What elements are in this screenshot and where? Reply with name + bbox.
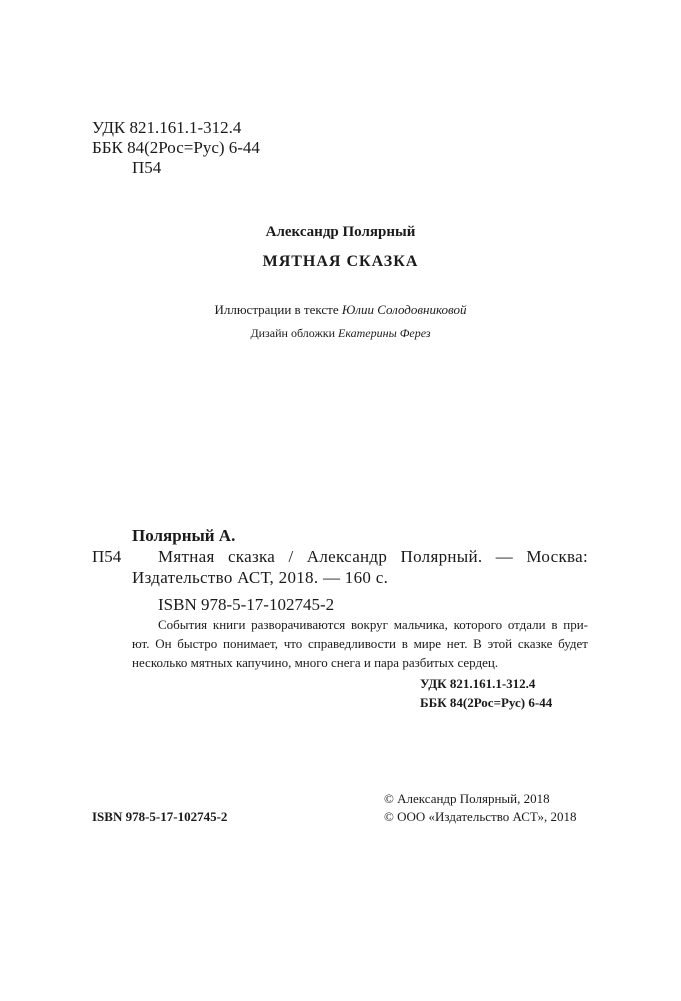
abstract-line-2: ют. Он быстро понимает, что справедливости в мире нет. В этой сказке будет [132, 636, 588, 651]
footer-isbn: ISBN 978-5-17-102745-2 [92, 809, 228, 824]
book-author: Александр Полярный [265, 224, 416, 240]
illustrations-label: Иллюстрации в тексте [214, 302, 339, 317]
card-isbn: ISBN 978-5-17-102745-2 [158, 595, 335, 614]
book-title: МЯТНАЯ СКАЗКА [262, 253, 419, 270]
cover-credit [0, 327, 681, 339]
card-line-1: Мятная сказка / Александр Полярный. — Москва: [158, 547, 588, 566]
illustrations-credit [0, 303, 681, 316]
udk-code: УДК 821.161.1-312.4 [92, 118, 242, 137]
card-author-mark: П54 [92, 547, 122, 566]
card-udk: УДК 821.161.1-312.4 [420, 676, 536, 691]
cover-label: Дизайн обложки [250, 326, 335, 340]
author-mark: П54 [132, 158, 162, 177]
card-author-heading: Полярный А. [132, 526, 236, 545]
copyright-author: © Александр Полярный, 2018 [384, 791, 550, 806]
card-line-2: Издательство АСТ, 2018. — 160 с. [132, 568, 389, 587]
abstract-line-3: несколько мятных капучино, много снега и пара разбитых сердец. [132, 655, 499, 670]
bbk-code: ББК 84(2Рос=Рус) 6-44 [92, 138, 260, 157]
abstract-line-1: События книги разворачиваются вокруг мальчика, которого отдали в при- [158, 617, 588, 632]
illustrator-name: Юлии Солодовниковой [341, 302, 467, 317]
card-bbk: ББК 84(2Рос=Рус) 6-44 [420, 695, 553, 710]
copyright-publisher: © ООО «Издательство АСТ», 2018 [384, 809, 577, 824]
cover-designer-name: Екатерины Ферез [338, 326, 431, 340]
